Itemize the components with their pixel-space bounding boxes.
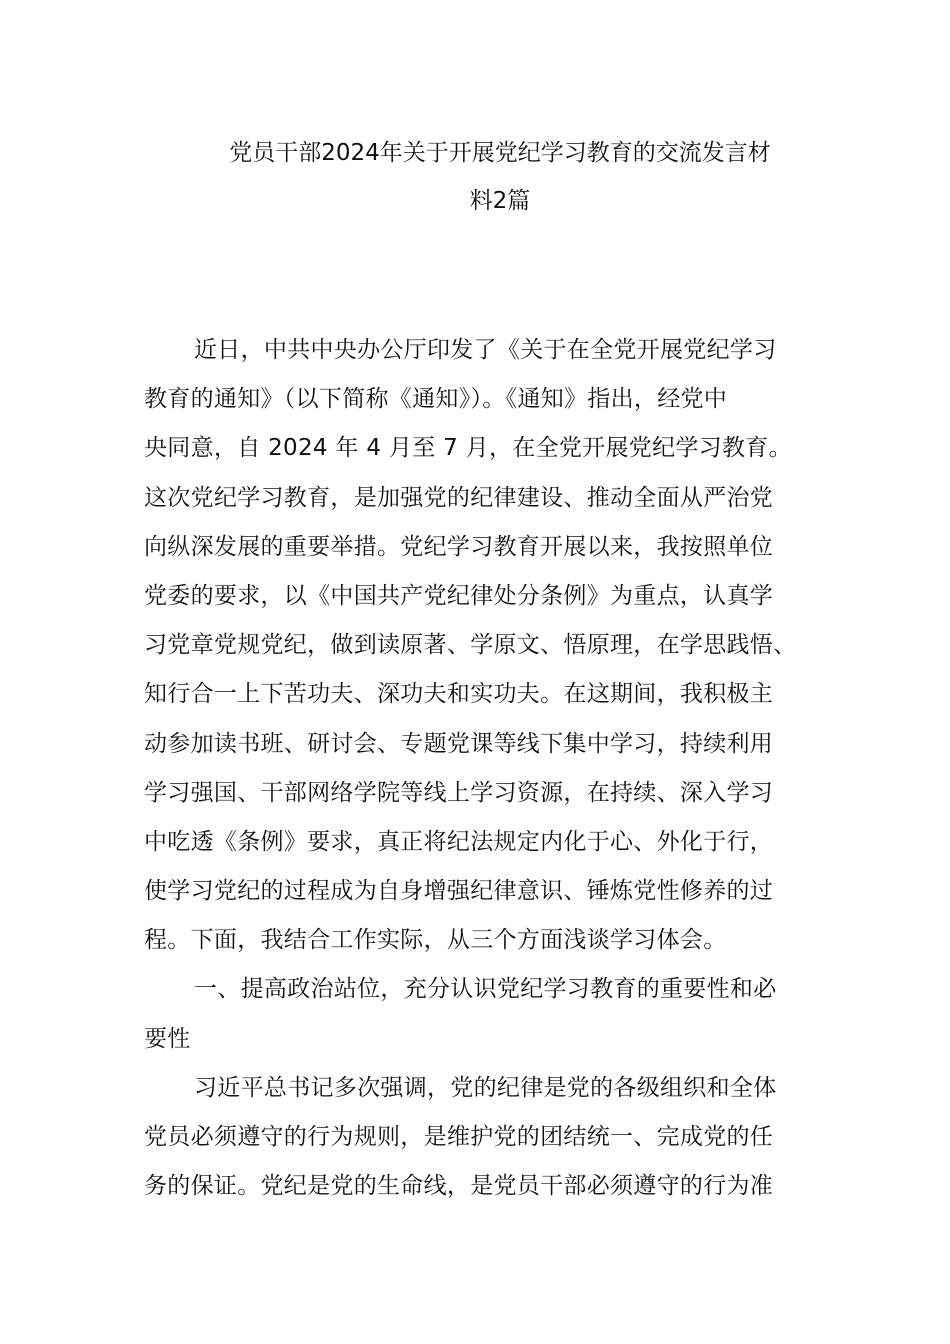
document-body xyxy=(144,326,824,1211)
body-text-line: 动参加读书班、研讨会、专题党课等线下集中学习，持续利用 xyxy=(144,730,774,757)
body-text-line: 一、提高政治站位，充分认识党纪学习教育的重要性和必 xyxy=(194,976,777,1003)
body-text-line: 党委的要求，以《中国共产党纪律处分条例》为重点，认真学 xyxy=(144,582,774,609)
body-text-line: 要性 xyxy=(144,1025,191,1052)
body-text-line: 程。下面，我结合工作实际，从三个方面浅谈学习体会。 xyxy=(144,927,727,954)
body-text-line: 学习强国、干部网络学院等线上学习资源，在持续、深入学习 xyxy=(144,779,774,806)
body-text-line: 使学习党纪的过程成为自身增强纪律意识、锤炼党性修养的过 xyxy=(144,878,774,905)
body-text-line: 近日，中共中央办公厅印发了《关于在全党开展党纪学习 xyxy=(194,337,777,363)
body-text-line: 习近平总书记多次强调，党的纪律是党的各级组织和全体 xyxy=(194,1074,777,1101)
body-text-line: 中吃透《条例》要求，真正将纪法规定内化于心、外化于行， xyxy=(144,828,774,855)
body-text-line: 知行合一上下苦功夫、深功夫和实功夫。在这期间，我积极主 xyxy=(144,681,774,708)
document-title xyxy=(190,129,810,225)
body-text-line: 教育的通知》（以下简称《通知》）。《通知》指出，经党中 xyxy=(144,386,728,413)
body-text-line: 央同意，自 2024 年 4 月至 7 月，在全党开展党纪学习教育。 xyxy=(144,435,792,462)
title-line-1: 党员干部2024年关于开展党纪学习教育的交流发言材 xyxy=(229,140,771,166)
title-line-2: 料2篇 xyxy=(469,188,531,214)
body-text-line: 这次党纪学习教育，是加强党的纪律建设、推动全面从严治党 xyxy=(144,484,774,511)
body-text-line: 务的保证。党纪是党的生命线，是党员干部必须遵守的行为准 xyxy=(144,1173,774,1200)
body-text-line: 习党章党规党纪，做到读原著、学原文、悟原理，在学思践悟、 xyxy=(144,632,797,659)
body-text-line: 向纵深发展的重要举措。党纪学习教育开展以来，我按照单位 xyxy=(144,533,774,560)
body-text-line: 党员必须遵守的行为规则，是维护党的团结统一、完成党的任 xyxy=(144,1124,774,1150)
